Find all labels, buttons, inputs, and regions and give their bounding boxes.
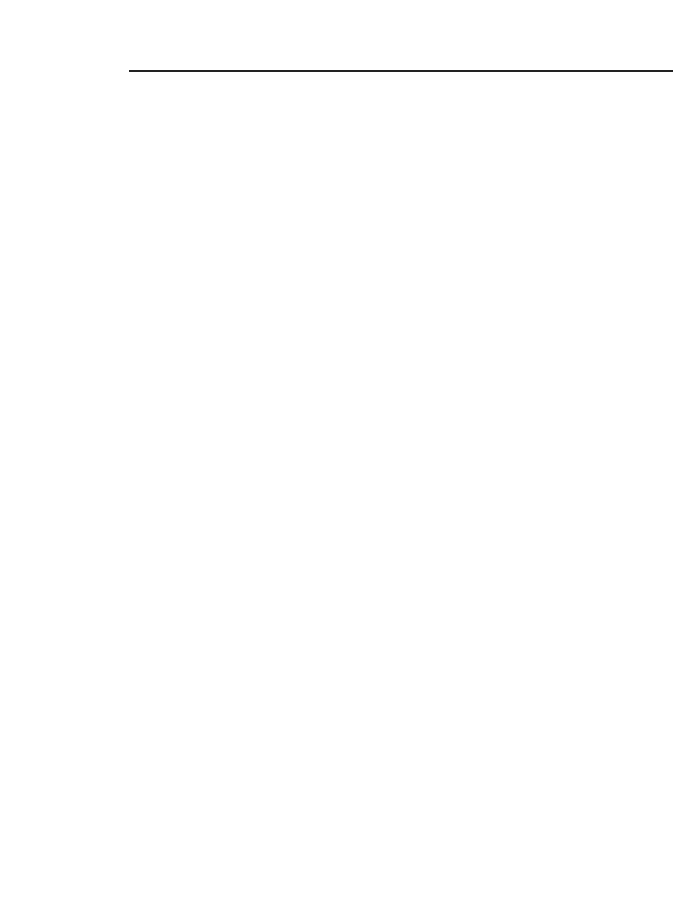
header-rule [129,70,673,72]
